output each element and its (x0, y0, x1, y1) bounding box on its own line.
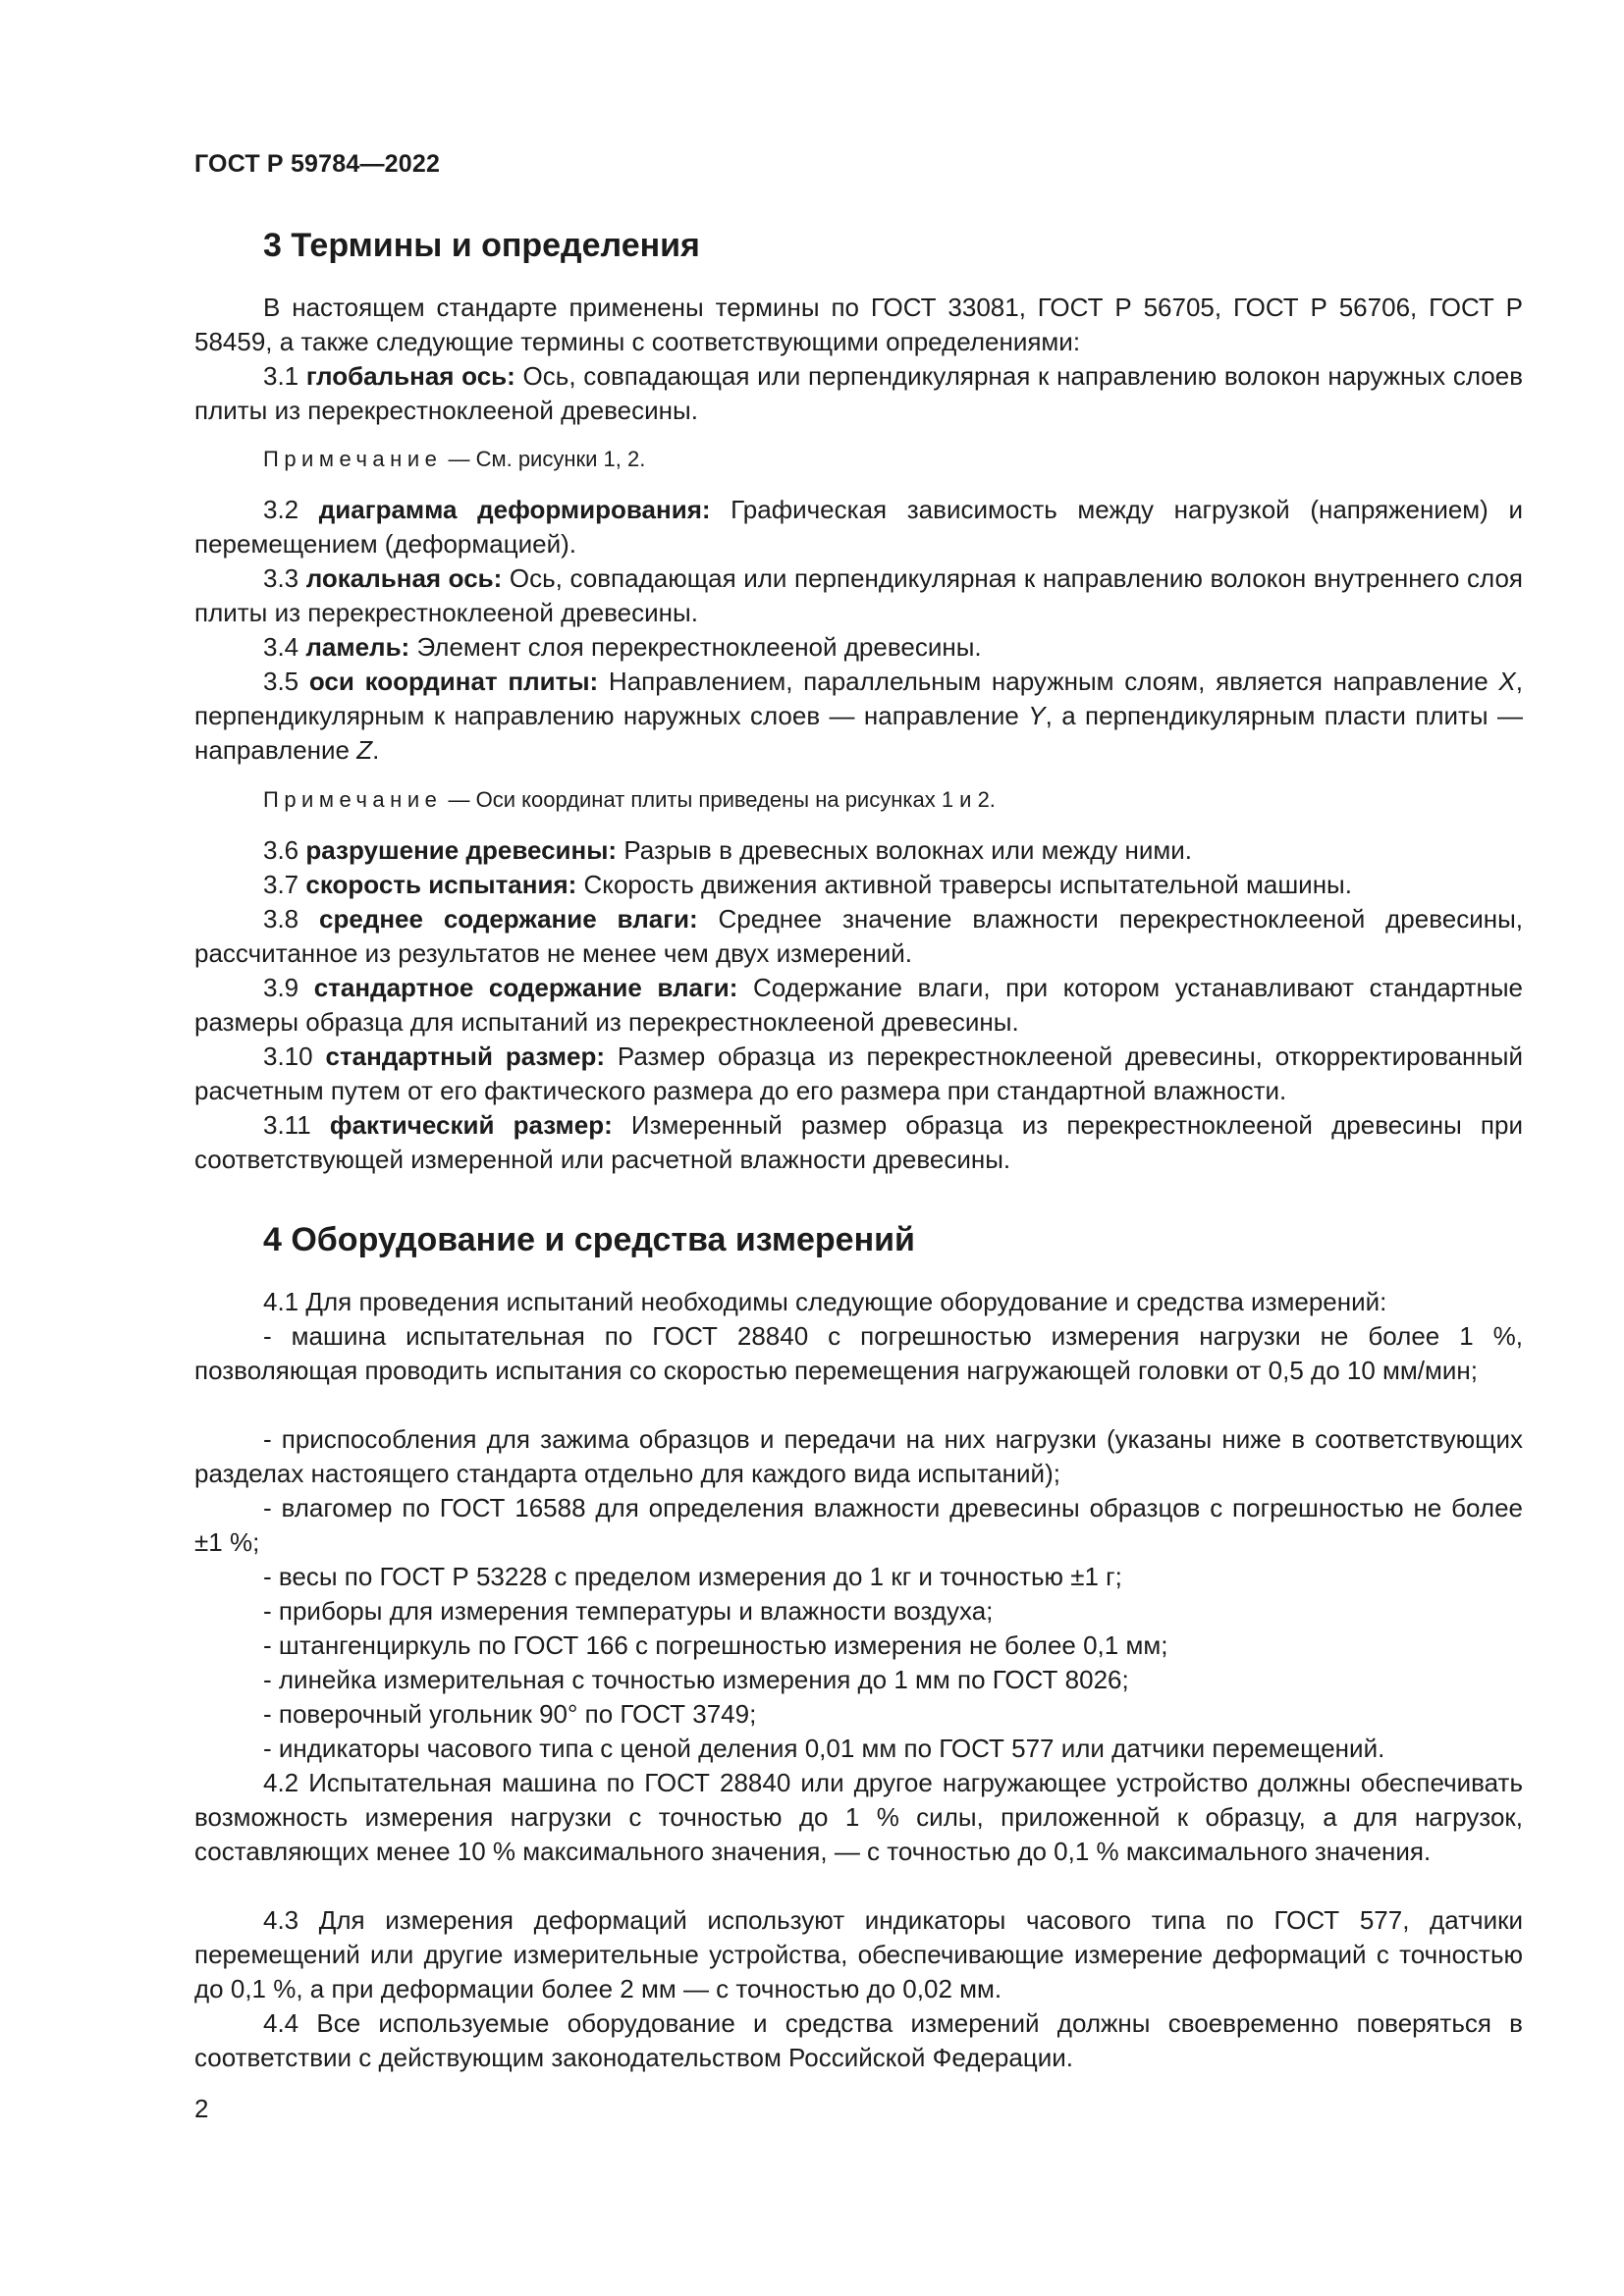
term-3-5: 3.5 оси координат плиты: Направлением, параллельным наружным слоям, является направление X, перпендикулярным к направлению наружных слоев — направление Y, а перпендикулярным пласти плиты — направление Z. (194, 667, 1523, 765)
note-2: Примечание — Оси координат плиты приведены на рисунках 1 и 2. (263, 787, 996, 812)
note-1: Примечание — См. рисунки 1, 2. (263, 447, 646, 471)
section-4-title: 4 Оборудование и средства измерений (263, 1221, 915, 1258)
paragraph-4-1: 4.1 Для проведения испытаний необходимы следующие оборудование и средства измерений: (263, 1287, 1387, 1316)
list-item: - индикаторы часового типа с ценой деления 0,01 мм по ГОСТ 577 или датчики перемещений. (263, 1734, 1385, 1763)
page-number: 2 (194, 2094, 209, 2123)
list-item: - приборы для измерения температуры и влажности воздуха; (263, 1596, 994, 1626)
term-3-1: 3.1 глобальная ось: Ось, совпадающая или перпендикулярная к направлению волокон наружных слоев плиты из перекрестноклееной древесины. (194, 361, 1524, 425)
term-3-10: 3.10 стандартный размер: Размер образца из перекрестноклееной древесины, откорректированный расчетным путем от его фактического размера до его размера при стандартной влажности. (194, 1041, 1523, 1105)
term-3-11: 3.11 фактический размер: Измеренный размер образца из перекрестноклееной древесины при соответствующей измеренной или расчетной влажности древесины. (194, 1110, 1523, 1174)
document-code: ГОСТ Р 59784—2022 (194, 150, 441, 178)
term-3-7: 3.7 скорость испытания: Скорость движения активной траверсы испытательной машины. (263, 870, 1352, 899)
section-3-intro: В настоящем стандарте применены термины по ГОСТ 33081, ГОСТ Р 56705, ГОСТ Р 56706, ГОСТ Р 58459, а также следующие термины с соответствующими определениями: (194, 293, 1523, 356)
term-3-6: 3.6 разрушение древесины: Разрыв в древесных волокнах или между ними. (263, 835, 1192, 865)
term-3-4: 3.4 ламель: Элемент слоя перекрестноклееной древесины. (263, 632, 982, 662)
list-item: - поверочный угольник 90° по ГОСТ 3749; (263, 1699, 757, 1729)
list-item: - влагомер по ГОСТ 16588 для определения влажности древесины образцов с погрешностью не более ±1 %; (194, 1493, 1523, 1557)
paragraph-4-4: 4.4 Все используемые оборудование и средства измерений должны своевременно поверяться в соответствии с действующим законодательством Российской Федерации. (194, 2008, 1523, 2072)
term-3-8: 3.8 среднее содержание влаги: Среднее значение влажности перекрестноклееной древесины, рассчитанное из результатов не менее чем двух измерений. (194, 904, 1523, 968)
paragraph-4-3: 4.3 Для измерения деформаций используют индикаторы часового типа по ГОСТ 577, датчики перемещений или другие измерительные устройства, обеспечивающие измерение деформаций с точностью до 0,1 %, а при деформации более 2 мм — с точностью до 0,02 мм. (194, 1905, 1523, 2003)
list-item: - машина испытательная по ГОСТ 28840 с погрешностью измерения нагрузки не более 1 %, позволяющая проводить испытания со скоростью перемещения нагружающей головки от 0,5 до 10 мм/мин; (194, 1321, 1523, 1385)
list-item: - линейка измерительная с точностью измерения до 1 мм по ГОСТ 8026; (263, 1665, 1129, 1694)
list-item: - весы по ГОСТ Р 53228 с пределом измерения до 1 кг и точностью ±1 г; (263, 1562, 1122, 1591)
section-3-title: 3 Термины и определения (263, 227, 700, 264)
list-item: - штангенциркуль по ГОСТ 166 с погрешностью измерения не более 0,1 мм; (263, 1630, 1168, 1660)
term-3-9: 3.9 стандартное содержание влаги: Содержание влаги, при котором устанавливают стандартные размеры образца для испытаний из перекрестноклееной древесины. (194, 973, 1523, 1037)
term-3-3: 3.3 локальная ось: Ось, совпадающая или перпендикулярная к направлению волокон внутреннего слоя плиты из перекрестноклееной древесины. (194, 563, 1523, 627)
term-3-2: 3.2 диаграмма деформирования: Графическая зависимость между нагрузкой (напряжением) и перемещением (деформацией). (194, 495, 1523, 559)
paragraph-4-2: 4.2 Испытательная машина по ГОСТ 28840 или другое нагружающее устройство должны обеспечивать возможность измерения нагрузки с точностью до 1 % силы, приложенной к образцу, а для нагрузок, составляющих менее 10 % максимального значения, — с точностью до 0,1 % максимального значения. (194, 1768, 1523, 1866)
list-item: - приспособления для зажима образцов и передачи на них нагрузки (указаны ниже в соответствующих разделах настоящего стандарта отдельно для каждого вида испытаний); (194, 1424, 1523, 1488)
